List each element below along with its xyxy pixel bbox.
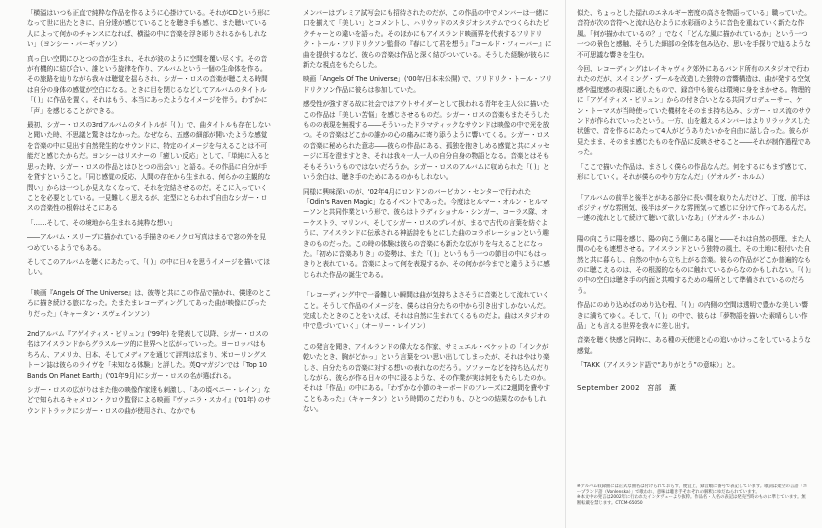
pull-quote: 「レコーディング中で一番難しい瞬間は曲が気持ちよさそうに音楽として流れていくこと。そうして作品のイメージを、僕らは自分たちの中から引き出すしかないんだ。完成したときのことをいえば、それは自然に生まれてくるものだよ。曲はスタジオの中で息づいていく」（オーリー・レイソン） bbox=[303, 291, 550, 331]
paragraph: メンバーはプレミア試写会にも招待されたのだが、この作品の中でメンバーは一緒に口を揃えて「美しい」とコメントし、ハリウッドのスタジオシステムでつくられたピクチャーとの違いを語った。そのほかにもアイスランド映画界を代表するフリドリク・トール・フリドリクソン監督の『春にして君を想う』『コールド・フィーバー』に曲を提供するなど、彼らの音楽は作品と深く結びついている。そうした経験が彼らに新たな視点をもたらした。 bbox=[303, 9, 552, 70]
right-page bbox=[566, 0, 822, 528]
paragraph: 最初、シガー・ロスの3rdアルバムのタイトルが「( )」で、曲タイトルも存在しないと聞いた時、不思議と驚きはなかった。なぜなら、五感の細部が開いたような感覚を音楽の中に見出す自然発生的なサウンドに、特定のイメージを与えることは不可能だと感じたからだ。ヨンシーはリスナーの「癒しい反応」として、「単純に入ると思った時、シガー・ロスの作品とはひとつの出会い」と語る。その作品に自分が手を貸すということ。「同じ感覚の反応、人間の存在から生まれる、何らかの主観的な問い」からは一つしか見えなくなって、それを完結させるのだ。そこに入っていくことを必要としている。一見難しく思えるが、定型にとらわれず自由なシガー・ロスの音楽性の根幹はそこにある bbox=[27, 121, 271, 213]
footnote: ※本文中の発言は2002年に行われたインタヴューより抜粋。作品名・人名の表記は発売当時のものに準じています。無断転載を禁じます。CTCM-65050 bbox=[577, 495, 806, 506]
paragraph: 2ndアルバム『アゲイティス・ビリュン』('99年) を発表して以降、シガー・ロスの名はアイスランドからグラスルーツ的に世界へと広がっていった。ヨーロッパはもちろん、アメリカ、日本、そしてメディアを通じて評判は広まり、米ローリングストーン誌は彼らのライヴを「未知なる体験」と評した。英Qマガジンでは「Top 10 Bands On Planet Earth」('01年9月)にシガー・ロスの名が選ばれる。 bbox=[27, 329, 269, 380]
paragraph: 「TAKK（アイスランド語で“ありがとう”の意味）」と。 bbox=[577, 361, 739, 370]
paragraph: 「……そして、その境地から生まれる純粋な想い」 bbox=[27, 218, 177, 227]
paragraph: 今回、レコーディングはレイキャヴィク郊外にあるバンド所有のスタジオで行われたのだが、スイミング・プールを改造した独特の音響構造は、曲が発する空気感や温度感の表現に適したもので、録音中も彼らは環境に身をまかせる。物理的に「アゲイティス・ビリュン」からの付き合いとなる共同プロデューサー、ケン・トーマスが当時使っていた機材をそのまま持ち込み、シガー・ロス流のサウンドが作られていったという。一方、山を越えるメンバーはよりリラックスした状態で、音を作るにあたって4人がどうありたいかを自由に話し合った。彼らが見たまま、そのまま感じたものを作品に反映させること――それが制作過程であった。 bbox=[577, 65, 812, 157]
signature: September 2002 宮部 薫 bbox=[577, 383, 677, 392]
paragraph: 同様に興味深いのが、'02年4月にロンドンのバービカン・センターで行われた「Odin's Raven Magic」なるイベントであった。今度はヒルマー・オルン・ヒルマーソンと共同作業という形で、彼らはトラディショナル・シンガー、コーラス隊、オーケストラ、マリンバ、そしてシガー・ロスのプレイが、まるで古代の言葉を紡ぐように、アイスランドに伝承される神話詩をもとにした曲のコラボレーションという趣きのものだった。この時の体験は彼らの音楽にも新たな広がりを与えることになった。「初めに音楽ありき」の姿勢は、また「( )」というもう一つの節目の中にもはっきりと表れている。音楽によって何を表現するか、その何かが今までと違うように感じられた作品の誕生である。 bbox=[303, 187, 550, 279]
paragraph: 「横溢はいつも正直で純粋な作品を作るように心掛けている。それがCDという形になって世に出たときに、自分達が感じていることを聴き手も感じ、また聴いている人によって何かのチャンスになれば、横溢の中に音楽を浮き彫りされるかもしれない」（ヨンシー・バーギッソン） bbox=[27, 9, 271, 49]
pull-quote: 「映画『Angels Of The Universe』は、彼等と共にこの作品で描かれ、僕達のところに描き続ける旅になった。たまたまレコーディングしてあった曲が映像にぴったりだった」（キャータン・スヴェインソン） bbox=[27, 288, 272, 318]
paragraph: そしてこのアルバムを聴くにあたって、「( )」の中に日々を思うイメージを描いてほしい。 bbox=[27, 257, 270, 277]
pull-quote: 「アルバムの前半と後半とがある部分に長い間を取りたんだけど、丁度、前半はポジティヴな雰囲気、後半はダークな雰囲気って感じに分けて作ってあるんだ。一連の流れとして続けて聴いて欲しいなあ」（ゲオルグ・ホルム） bbox=[577, 193, 811, 223]
footnote: ※アルバム収録曲には正式な曲名は付けられておらず、便宜上、録音順に番号で表記しています。歌詞は架空の言語「ホープランド語（Vonlenska）」で歌われ、意味は聴き手それぞれの解釈にゆだねられています。 bbox=[577, 484, 808, 495]
paragraph: この発言を聞き、アイルランドの偉大なる作家、サミュエル・ベケットの「インクが乾いたとき、胸がどかっ」という言葉をつい思い出してしまったが、それはやはり楽しさ、自分たちの音楽に対する想いの表れなのだろう。ソファーなどを持ち込んだりしながら、彼らが作る日々の中に浸るような、その作業が実は何をもたらしたのか。それは「作品」の中にある。「わずかな小節のキーボードのフレーズに2週間を費やすこともあった」（キャータン）という時間のこだわりも、ひとつの結果なのかもしれない。 bbox=[303, 342, 550, 414]
paragraph: 陽の向こうに陽を感じ、陽の向こう側にある闇と――それは自然の摂理、また人間の心をも連想させる。アイスランドという独特の風土、その土地に根付いた自然と共に暮らし、自然の中から立ち上がる音楽。彼らの作品がどこか普遍的なものに聴こえるのは、その根源的なものに触れているからなのかもしれない。「( )」の中の空白は聴き手の内面と共鳴するための場所として準備されているのだろう。 bbox=[577, 234, 812, 295]
paragraph: 映画「Angels Of The Universe」('00年/日本未公開) で、フリドリク・トール・フリドリクソン作品に彼らは参加していた。 bbox=[303, 75, 552, 94]
paragraph: シガー・ロスの広がりはまた他の映像作家達も刺激し、「あの頃ペニー・レイン」などで知られるキャメロン・クロウ監督による映画『ヴァニラ・スカイ』('01年) のサウンドトラックにシガー・ロスの曲が使用され、なかでも bbox=[27, 386, 271, 415]
text-column-3 bbox=[577, 8, 813, 478]
paragraph: 作品にのめり込めばのめり込む程、「( )」の内側の空間は透明で豊かな美しい響きに満ちてゆく。そして、「( )」の中で、彼らは「夢物語を描いた素晴らしい作品」とも言える世界を我々に差し出す。 bbox=[577, 301, 808, 330]
text-column-2 bbox=[303, 8, 552, 523]
paragraph: 似た、ちょっとした揺れのエネルギー密度の高さを物語っている」職っていた。音符が次の音符へと流れ込むように水彩画のように音色を重ねていく新たな作風。「何が描かれているの？」でなく「どんな風に描かれているか」という一つ一つの景色と感触、そうした細部の全体を包み込む、思いを手探りで辿るような不可思議な響きを生む。 bbox=[577, 9, 811, 59]
paragraph: 「ここで描いた作品は、まさしく僕らの作品なんだ。何をするにもまず感じて、形にしていく。それが僕らのやり方なんだ」（ゲオルグ・ホルム） bbox=[577, 162, 811, 182]
paragraph: 音楽を聴く快感と同時に、ある種の天使達と心の追いかけっこをしているような感覚。 bbox=[577, 336, 811, 355]
paragraph: 真っ白い空間にひとつの音が生まれ、それが波のように空間を覆い尽くす。その音が有機的に結び合い、誰という旋律を作り、アルバムという一個の生命体を作る。その旅路を辿りながら我々は聴覚を揺らされ、シガー・ロスの音楽が聴こえる時間は自分の身体の感覚が空白になる。ときに目を閉じるなどしてアルバムのタイトル「( )」に作品を置く。それはもう、本当にあったようなイメージを伴う。わずかに「声」を感じることができる。 bbox=[27, 54, 268, 115]
footnotes bbox=[577, 484, 809, 524]
paragraph: 感受性が強すぎる故に社会ではアウトサイダーとして扱われる青年を主人公に描いたこの作品は「美しい苦悩」を感じさせるものだ。シガー・ロスの音楽もまたそうしたものの表現を無視する――そういったドラマティックなサウンドは映像の中で光を放つ。その音楽はどこかの誰かの心の痛みに寄り添うように響いてくる。シガー・ロスの音楽に秘められた意志――彼らの作品にある、孤独を抱きしめる感覚と共にメッセージに耳を澄ますとき、それは我々一人一人の自分自身の物語となる。音楽とはそもそもそういうものではないだろうか。シガー・ロスのアルバムに収められた「( )」という余白は、聴き手のためにあるのかもしれない。 bbox=[303, 100, 550, 182]
text-column-1 bbox=[27, 8, 272, 523]
paragraph: ――アルバム・スリーブに描かれている手描きのモノクロ写真はまるで窓の外を見つめているようでもある。 bbox=[27, 233, 266, 252]
